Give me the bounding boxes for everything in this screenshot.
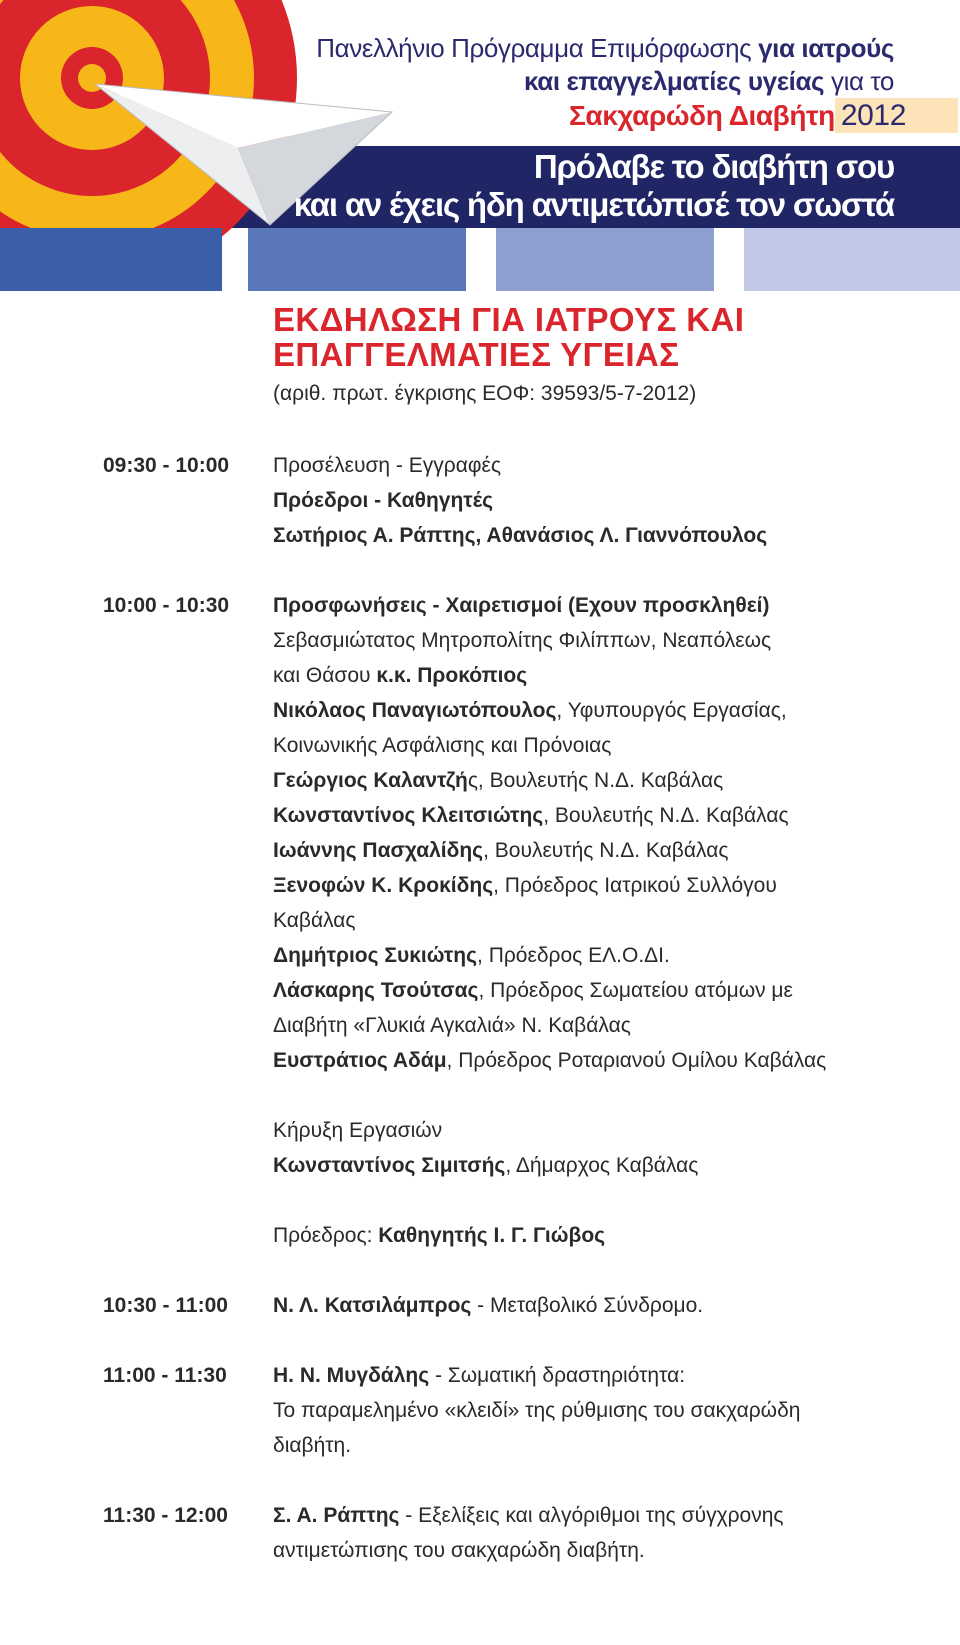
session-line [273,1498,960,1533]
session-line [273,623,960,658]
session-time: 10:30 - 11:00 [103,1294,228,1317]
session-time: 10:00 - 10:30 [103,594,230,617]
text: Κοινωνικής Ασφάλισης και Πρόνοιας [273,734,612,757]
session-line [273,798,960,833]
session-line [273,1428,960,1463]
session-time: 11:00 - 11:30 [103,1364,227,1387]
bold-text: Η. Ν. Μυγδάλης [273,1364,430,1387]
session-line [273,483,960,518]
session-line [273,868,960,903]
title-line-2: και επαγγελματίες υγείας για το [524,66,894,96]
bold-text: Κωνσταντίνος Σιμιτσής [273,1154,506,1177]
slogan-line-2: και αν έχεις ήδη αντιμετώπισέ τον σωστά [293,186,894,223]
session-line [273,1533,960,1568]
session-line [273,1113,960,1148]
session-line [273,1393,960,1428]
bold-text: Γεώργιος Καλαντζή [273,769,468,792]
header-banner [0,0,960,295]
bold-text: Προσφωνήσεις - Χαιρετισμοί (Εχουν προσκληθεί) [273,594,770,617]
text: , Δήμαρχος Καβάλας [505,1154,699,1177]
title-line-3 [316,98,906,133]
title-line-1: Πανελλήνιο Πρόγραμμα Επιμόρφωσης για ιατρούς [316,33,894,63]
slogan-line-1: Πρόλαβε το διαβήτη σου [533,148,894,185]
text: - Σωματική δραστηριότητα: [429,1364,686,1387]
text: , Πρόεδρος Ροταριανού Ομίλου Καβάλας [446,1049,827,1072]
slogan [294,148,894,224]
schedule-row [0,1358,960,1463]
text: , Πρόεδρος ΕΛ.Ο.ΔΙ. [477,944,670,967]
schedule-list [0,448,960,1603]
text: Κήρυξη Εργασιών [273,1119,443,1142]
text: διαβήτη. [273,1434,352,1457]
text: Καβάλας [273,909,356,932]
event-title [273,302,744,372]
session-line [273,903,960,938]
diabetes-label: Σακχαρώδη Διαβήτη [569,100,835,131]
event-title-line-1: ΕΚΔΗΛΩΣΗ ΓΙΑ ΙΑΤΡΟΥΣ ΚΑΙ [273,301,745,338]
text: - Εξελίξεις και αλγόριθμοι της σύγχρονης [399,1504,784,1527]
color-stripe-1 [0,228,222,291]
text: , Βουλευτής Ν.Δ. Καβάλας [483,839,729,862]
session-line [273,693,960,728]
approval-number: (αριθ. πρωτ. έγκρισης ΕΟΦ: 39593/5-7-2012) [273,382,697,405]
color-stripe-4 [744,228,960,291]
text: αντιμετώπισης του σακχαρώδη διαβήτη. [273,1539,645,1562]
session-line [273,763,960,798]
text: ς, Βουλευτής Ν.Δ. Καβάλας [467,769,724,792]
programme-title [316,32,906,133]
text: , Πρόεδρος Σωματείου ατόμων με [478,979,793,1002]
session-details [273,1498,960,1568]
bold-text: Ξενοφών Κ. Κροκίδης [273,874,494,897]
bold-text: Καθηγητής Ι. Γ. Γιώβος [378,1224,606,1247]
bold-text: Ιωάννης Πασχαλίδης [273,839,484,862]
session-line [273,588,960,623]
text: Το παραμελημένο «κλειδί» της ρύθμισης του σακχαρώδη [273,1399,801,1422]
bold-text: Σωτήριος Α. Ράπτης, Αθανάσιος Λ. Γιαννόπουλος [273,524,768,547]
bold-text: κ.κ. Προκόπιος [376,664,528,687]
bold-text: Ευστράτιος Αδάμ [273,1049,447,1072]
event-title-line-2: ΕΠΑΓΓΕΛΜΑΤΙΕΣ ΥΓΕΙΑΣ [273,336,680,373]
session-line [273,1008,960,1043]
text: , Υφυπουργός Εργασίας, [556,699,787,722]
session-line [273,1148,960,1183]
session-line [273,518,960,553]
bold-text: Πρόεδροι - Καθηγητές [273,489,494,512]
color-stripe-3 [496,228,714,291]
schedule-row [0,448,960,553]
session-line [273,833,960,868]
color-stripe-2 [248,228,466,291]
bold-text: Ν. Λ. Κατσιλάμπρος [273,1294,472,1317]
text: Διαβήτη «Γλυκιά Αγκαλιά» Ν. Καβάλας [273,1014,631,1037]
blank-line [273,1078,960,1113]
bold-text: Κωνσταντίνος Κλειτσιώτης [273,804,544,827]
year-badge: 2012 [835,98,958,133]
session-line [273,973,960,1008]
bold-text: Σ. Α. Ράπτης [273,1504,400,1527]
session-line [273,448,960,483]
schedule-row [0,588,960,1253]
blank-line [273,1183,960,1218]
session-details [273,1288,960,1323]
session-time: 09:30 - 10:00 [103,454,230,477]
text: Προσέλευση - Εγγραφές [273,454,501,477]
bold-text: Δημήτριος Συκιώτης [273,944,478,967]
session-details [273,448,960,553]
session-line [273,1358,960,1393]
session-line [273,658,960,693]
session-line [273,1218,960,1253]
session-time: 11:30 - 12:00 [103,1504,228,1527]
text: Σεβασμιώτατος Μητροπολίτης Φιλίππων, Νεαπόλεως [273,629,772,652]
bold-text: Νικόλαος Παναγιωτόπουλος [273,699,557,722]
session-line [273,938,960,973]
text: - Μεταβολικό Σύνδρομο. [471,1294,704,1317]
session-line [273,1288,960,1323]
session-details [273,1358,960,1463]
text: , Βουλευτής Ν.Δ. Καβάλας [543,804,789,827]
schedule-row [0,1498,960,1568]
session-details [273,588,960,1253]
bold-text: Λάσκαρης Τσούτσας [273,979,479,1002]
schedule-row [0,1288,960,1323]
session-line [273,728,960,763]
text: και Θάσου [273,664,377,687]
text: Πρόεδρος: [273,1224,379,1247]
text: , Πρόεδρος Ιατρικού Συλλόγου [493,874,777,897]
session-line [273,1043,960,1078]
